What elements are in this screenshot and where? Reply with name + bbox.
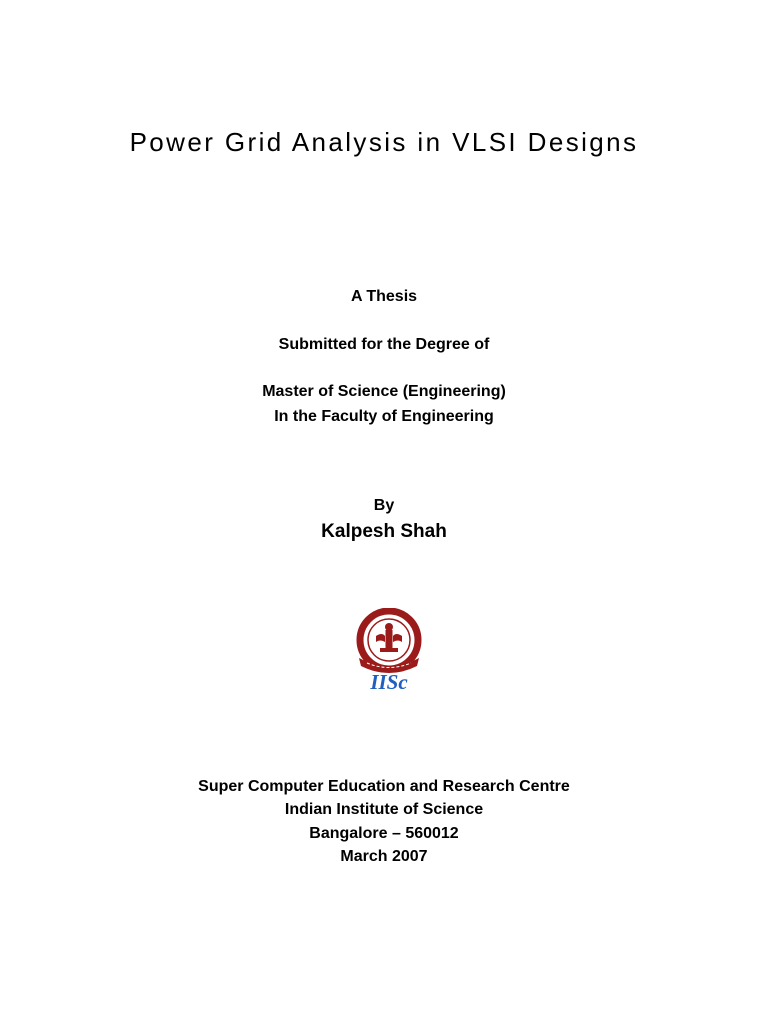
institute-line: Indian Institute of Science: [284, 801, 484, 818]
by-label: By: [373, 497, 395, 514]
centre-line: Super Computer Education and Research Centre: [198, 778, 570, 795]
city-line: Bangalore – 560012: [309, 825, 459, 842]
submitted-line: Submitted for the Degree of: [278, 336, 490, 353]
author-name: Kalpesh Shah: [321, 521, 447, 542]
thesis-label: A Thesis: [350, 288, 418, 305]
iisc-logo: [349, 608, 429, 698]
faculty-line: In the Faculty of Engineering: [274, 408, 494, 425]
thesis-title: Power Grid Analysis in VLSI Designs: [129, 127, 639, 157]
date-line: March 2007: [340, 848, 428, 865]
iisc-logo-text: IISc: [370, 670, 408, 694]
degree-line: Master of Science (Engineering): [262, 383, 506, 400]
